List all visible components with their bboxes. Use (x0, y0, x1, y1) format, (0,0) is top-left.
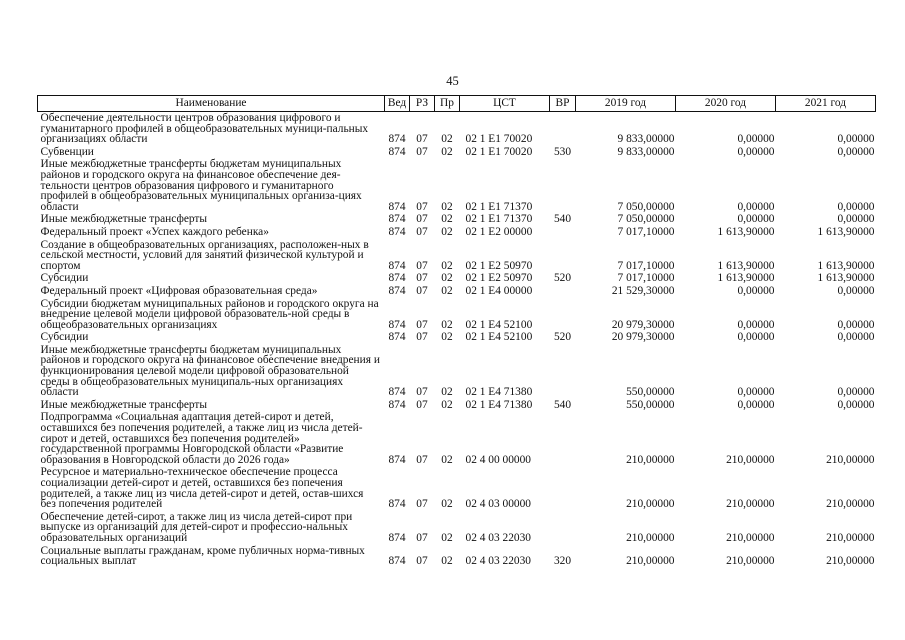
cell-rz: 07 (416, 331, 428, 344)
cell-2020: 0,00000 (737, 331, 775, 344)
header-2021: 2021 год (776, 96, 876, 112)
table-row (38, 331, 876, 344)
cell-ved: 874 (388, 225, 406, 238)
cell-2019: 210,00000 (626, 453, 675, 466)
cell-rz: 07 (416, 213, 428, 226)
cell-name: Субвенции (40, 145, 94, 158)
cell-2019: 21 529,30000 (611, 284, 675, 297)
cell-pr: 02 (441, 213, 453, 226)
cell-name: Федеральный проект «Успех каждого ребенка» (40, 225, 269, 238)
cell-rz: 07 (416, 498, 428, 511)
cell-cst: 02 1 E4 00000 (465, 284, 533, 297)
cell-cst: 02 4 03 22030 (465, 531, 531, 544)
cell-rz: 07 (416, 398, 428, 411)
cell-ved: 874 (388, 259, 406, 272)
cell-cst: 02 1 E1 71370 (465, 213, 533, 226)
cell-name: Обеспечение деятельности центров образования цифрового и гуманитарного профилей в общеобразовательных муници-пальных организациях области (40, 112, 369, 146)
cell-2020: 210,00000 (726, 498, 775, 511)
cell-2020: 0,00000 (737, 200, 775, 213)
cell-pr: 02 (441, 398, 453, 411)
cell-ved: 874 (388, 555, 406, 568)
cell-2021: 0,00000 (837, 318, 875, 331)
cell-2019: 9 833,00000 (617, 133, 675, 146)
cell-ved: 874 (388, 213, 406, 226)
cell-2019: 7 017,10000 (617, 225, 675, 238)
cell-2021: 0,00000 (837, 213, 875, 226)
cell-2021: 210,00000 (826, 453, 875, 466)
cell-2021: 0,00000 (837, 398, 875, 411)
table-row (38, 511, 876, 545)
cell-cst: 02 1 E1 71370 (465, 200, 533, 213)
cell-2020: 210,00000 (726, 453, 775, 466)
cell-cst: 02 1 E4 52100 (465, 331, 533, 344)
cell-2020: 1 613,90000 (717, 259, 775, 272)
cell-vr: 530 (553, 145, 572, 158)
cell-cst: 02 1 E4 71380 (465, 386, 533, 399)
cell-pr: 02 (441, 272, 453, 285)
cell-2019: 550,00000 (626, 398, 675, 411)
cell-rz: 07 (416, 531, 428, 544)
cell-2021: 210,00000 (826, 498, 875, 511)
cell-vr (550, 158, 576, 213)
cell-vr (550, 226, 576, 239)
header-cst: ЦСТ (460, 96, 550, 112)
cell-pr: 02 (441, 133, 453, 146)
cell-cst: 02 4 03 00000 (465, 498, 531, 511)
cell-ved: 874 (388, 453, 406, 466)
cell-vr (550, 411, 576, 466)
cell-2020: 1 613,90000 (717, 272, 775, 285)
cell-cst: 02 4 00 00000 (465, 453, 531, 466)
cell-name: Подпрограмма «Социальная адаптация детей-сирот и детей, оставшихся без попечения родителей, а также лиц из числа детей-сирот и детей, оставшихся без попечения родителей» государственной программы Новгородской области «Развитие образования в Новгородской области до 2026 года» (40, 411, 363, 466)
cell-pr: 02 (441, 331, 453, 344)
page-number: 45 (446, 74, 459, 88)
cell-name: Федеральный проект «Цифровая образовательная среда» (40, 284, 318, 297)
cell-2020: 0,00000 (737, 133, 775, 146)
cell-2021: 0,00000 (837, 133, 875, 146)
cell-ved: 874 (388, 498, 406, 511)
cell-rz: 07 (416, 225, 428, 238)
header-ved: Вед (385, 96, 410, 112)
cell-ved: 874 (388, 318, 406, 331)
cell-pr: 02 (441, 555, 453, 568)
cell-pr: 02 (441, 318, 453, 331)
cell-ved: 874 (388, 331, 406, 344)
cell-2021: 1 613,90000 (817, 225, 875, 238)
table-row (38, 158, 876, 213)
cell-2021: 210,00000 (826, 555, 875, 568)
cell-pr: 02 (441, 145, 453, 158)
cell-ved: 874 (388, 133, 406, 146)
cell-ved: 874 (388, 284, 406, 297)
cell-vr (550, 511, 576, 545)
cell-name: Создание в общеобразовательных организациях, расположен-ных в сельской местности, условий для занятий физической культурой и спортом (40, 238, 369, 272)
cell-cst: 02 1 E1 70020 (465, 145, 533, 158)
cell-2020: 210,00000 (726, 531, 775, 544)
cell-rz: 07 (416, 284, 428, 297)
table-row (38, 112, 876, 146)
cell-2021: 0,00000 (837, 145, 875, 158)
cell-2019: 7 050,00000 (617, 213, 675, 226)
cell-2019: 7 017,10000 (617, 272, 675, 285)
cell-ved: 874 (388, 200, 406, 213)
cell-vr: 520 (553, 331, 572, 344)
table-row (38, 411, 876, 466)
cell-name: Субсидии (40, 331, 89, 344)
cell-name: Социальные выплаты гражданам, кроме публичных норма-тивных социальных выплат (40, 544, 365, 568)
cell-pr: 02 (441, 259, 453, 272)
header-vr: ВР (550, 96, 576, 112)
cell-vr (550, 466, 576, 510)
cell-name: Иные межбюджетные трансферты бюджетам муниципальных районов и городского округа на финансовое обеспечение дея-тельности центров образования цифрового и гуманитарного профилей в общеобразовательных муниципальных организа-циях области (40, 158, 362, 213)
cell-cst: 02 1 E4 71380 (465, 398, 533, 411)
header-rz: РЗ (410, 96, 435, 112)
cell-rz: 07 (416, 145, 428, 158)
cell-2021: 0,00000 (837, 200, 875, 213)
cell-2019: 210,00000 (626, 531, 675, 544)
cell-2019: 20 979,30000 (611, 331, 675, 344)
cell-vr: 540 (553, 398, 572, 411)
cell-rz: 07 (416, 200, 428, 213)
cell-2020: 0,00000 (737, 318, 775, 331)
budget-table (37, 95, 876, 568)
cell-ved: 874 (388, 272, 406, 285)
header-2019: 2019 год (576, 96, 676, 112)
table-row (38, 285, 876, 298)
cell-2021: 210,00000 (826, 531, 875, 544)
header-2020: 2020 год (676, 96, 776, 112)
header-pr: Пр (435, 96, 460, 112)
cell-name: Ресурсное и материально-техническое обеспечение процесса социализации детей-сирот и детей, оставшихся без попечения родителей, а также лиц из числа детей-сирот и детей, остав-шихся без попечения родителей (40, 466, 364, 511)
table-row (38, 545, 876, 568)
cell-ved: 874 (388, 145, 406, 158)
cell-name: Обеспечение детей-сирот, а также лиц из числа детей-сирот при выпуске из организаций для детей-сирот и профессио-нальных образовательных организаций (40, 510, 353, 544)
table-header-row (38, 96, 876, 112)
cell-pr: 02 (441, 284, 453, 297)
cell-vr: 320 (553, 555, 572, 568)
cell-name: Иные межбюджетные трансферты бюджетам муниципальных районов и городского округа на финансовое обеспечение внедрения и функционирования целевой модели цифровой образовательной среды в общеобразовательных муниципаль-ных организациях области (40, 343, 380, 399)
cell-name: Субсидии бюджетам муниципальных районов и городского округа на внедрение целевой модели цифровой образователь-ной среды в общеобразовательных организациях (40, 297, 379, 331)
cell-pr: 02 (441, 498, 453, 511)
cell-rz: 07 (416, 318, 428, 331)
cell-vr (550, 298, 576, 332)
cell-vr: 520 (553, 272, 572, 285)
cell-pr: 02 (441, 200, 453, 213)
table-row (38, 146, 876, 159)
cell-2021: 0,00000 (837, 331, 875, 344)
cell-2021: 1 613,90000 (817, 259, 875, 272)
header-name: Наименование (38, 96, 385, 112)
cell-2020: 0,00000 (737, 386, 775, 399)
cell-2021: 0,00000 (837, 386, 875, 399)
cell-rz: 07 (416, 272, 428, 285)
table-row (38, 213, 876, 226)
cell-2020: 0,00000 (737, 284, 775, 297)
cell-vr (550, 285, 576, 298)
cell-2020: 0,00000 (737, 145, 775, 158)
cell-vr: 540 (553, 213, 572, 226)
cell-2019: 550,00000 (626, 386, 675, 399)
cell-vr (550, 344, 576, 399)
cell-pr: 02 (441, 386, 453, 399)
cell-2020: 0,00000 (737, 398, 775, 411)
table-row (38, 344, 876, 399)
cell-2019: 7 050,00000 (617, 200, 675, 213)
cell-2020: 1 613,90000 (717, 225, 775, 238)
cell-pr: 02 (441, 225, 453, 238)
table-row (38, 466, 876, 510)
cell-rz: 07 (416, 555, 428, 568)
cell-2021: 1 613,90000 (817, 272, 875, 285)
table-body (38, 112, 876, 568)
cell-ved: 874 (388, 386, 406, 399)
cell-cst: 02 1 E2 00000 (465, 225, 533, 238)
cell-2019: 210,00000 (626, 498, 675, 511)
table-row (38, 272, 876, 285)
cell-2019: 7 017,10000 (617, 259, 675, 272)
cell-pr: 02 (441, 531, 453, 544)
cell-cst: 02 1 E4 52100 (465, 318, 533, 331)
cell-rz: 07 (416, 386, 428, 399)
cell-2019: 20 979,30000 (611, 318, 675, 331)
table-row (38, 239, 876, 273)
cell-name: Иные межбюджетные трансферты (40, 213, 208, 226)
table-row (38, 226, 876, 239)
cell-pr: 02 (441, 453, 453, 466)
cell-2019: 210,00000 (626, 555, 675, 568)
cell-2020: 0,00000 (737, 213, 775, 226)
cell-2020: 210,00000 (726, 555, 775, 568)
table-row (38, 399, 876, 412)
cell-cst: 02 4 03 22030 (465, 555, 531, 568)
cell-rz: 07 (416, 453, 428, 466)
table-row (38, 298, 876, 332)
cell-vr (550, 112, 576, 146)
cell-name: Иные межбюджетные трансферты (40, 398, 208, 411)
cell-vr (550, 239, 576, 273)
cell-2019: 9 833,00000 (617, 145, 675, 158)
cell-rz: 07 (416, 133, 428, 146)
cell-ved: 874 (388, 531, 406, 544)
cell-name: Субсидии (40, 272, 89, 285)
cell-cst: 02 1 E1 70020 (465, 133, 533, 146)
cell-ved: 874 (388, 398, 406, 411)
cell-2021: 0,00000 (837, 284, 875, 297)
cell-rz: 07 (416, 259, 428, 272)
cell-cst: 02 1 E2 50970 (465, 272, 533, 285)
cell-cst: 02 1 E2 50970 (465, 259, 533, 272)
